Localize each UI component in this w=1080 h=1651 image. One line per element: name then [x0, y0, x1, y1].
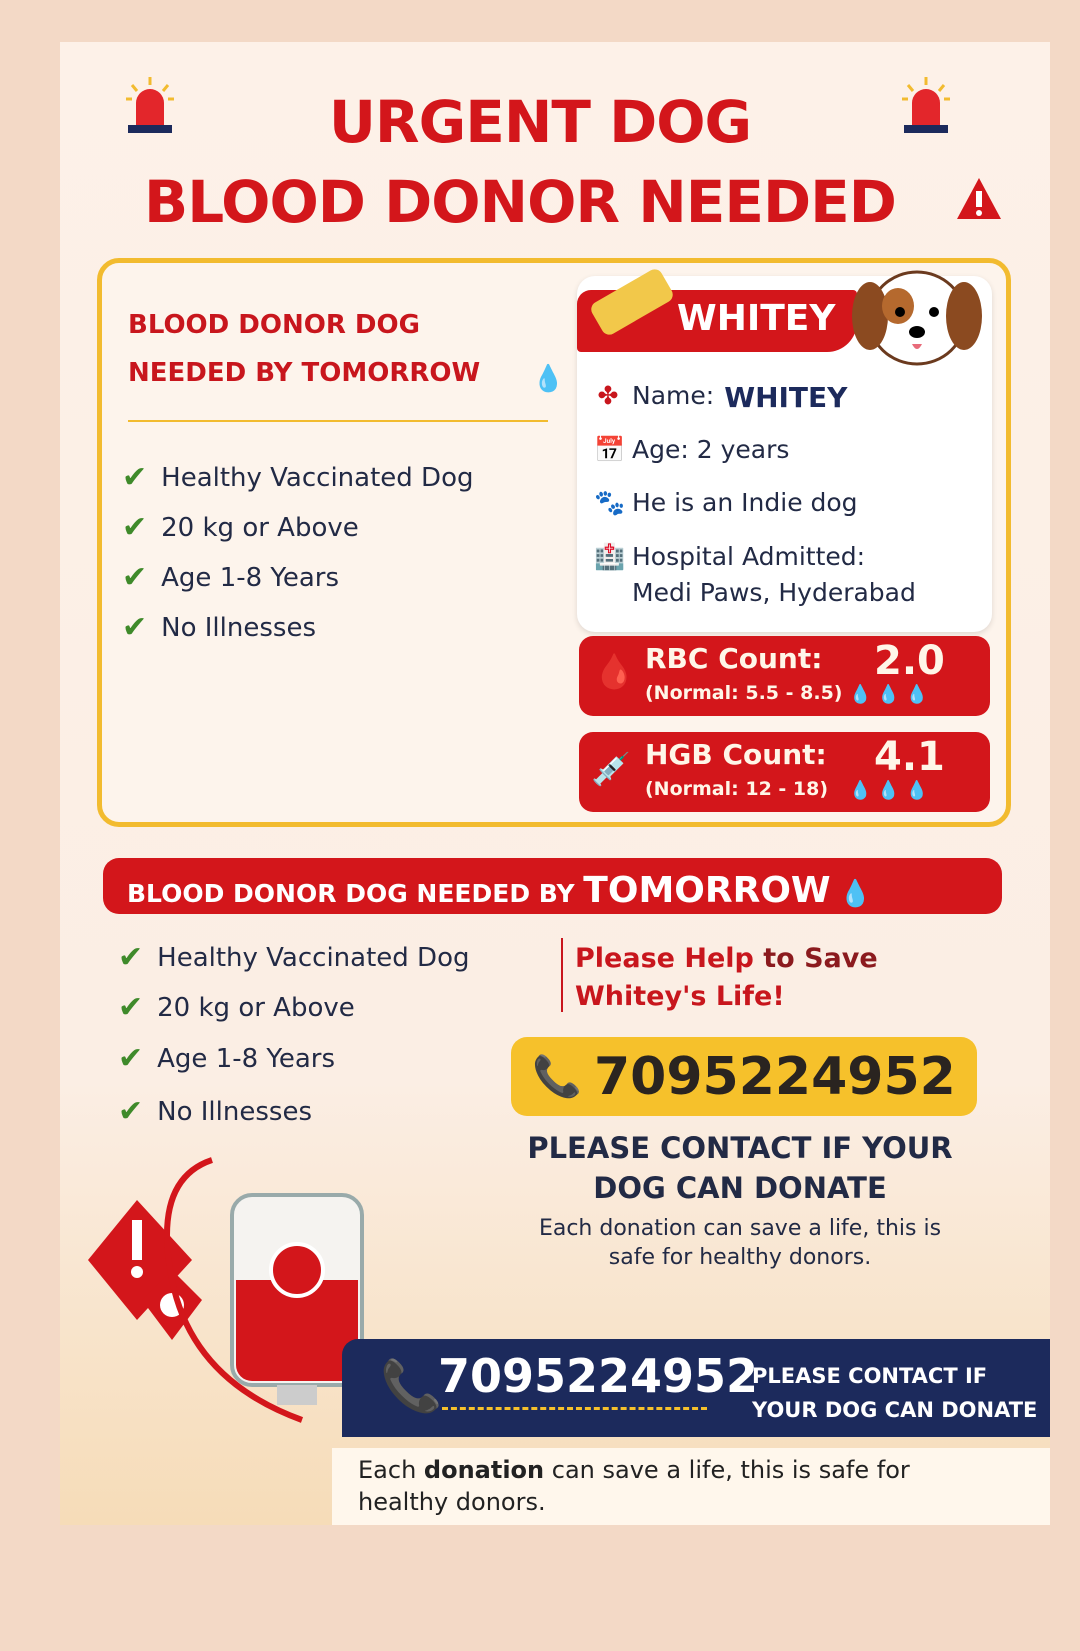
check-icon: ✔ — [122, 610, 148, 645]
blood-cell-icon: 🩸 — [593, 652, 636, 692]
title-line1: URGENT DOG — [328, 88, 752, 156]
note-text: Each — [358, 1456, 424, 1484]
requirement-text: Age 1-8 Years — [161, 562, 340, 593]
paw-print-icon: 🐾 — [594, 488, 626, 517]
rbc-label: RBC Count: — [645, 642, 823, 675]
phone-number[interactable]: 7095224952 — [593, 1046, 956, 1107]
paw-icon: ✤ — [597, 381, 619, 410]
footer-line2: YOUR DOG CAN DONATE — [752, 1398, 1038, 1422]
footer-phone-number[interactable]: 7095224952 — [438, 1349, 759, 1403]
requirement-item — [122, 510, 359, 545]
requirement-text: Healthy Vaccinated Dog — [161, 462, 474, 493]
footer-contact-bar — [342, 1339, 1050, 1437]
contact-line1: PLEASE CONTACT IF YOUR — [527, 1131, 953, 1165]
divider — [561, 938, 563, 1012]
requirement-item — [118, 1041, 335, 1076]
rbc-normal-range: (Normal: 5.5 - 8.5) — [645, 682, 843, 704]
hgb-count-box — [579, 732, 990, 812]
check-icon: ✔ — [118, 940, 144, 975]
title-line2: BLOOD DONOR NEEDED — [144, 168, 896, 236]
syringe-icon: 💉 — [591, 750, 631, 788]
help-text-line2: Whitey's Life! — [575, 981, 785, 1012]
requirement-item — [118, 940, 469, 975]
footer-contact-text — [752, 1359, 1037, 1427]
footer-note — [332, 1448, 1050, 1525]
requirement-item — [122, 560, 339, 595]
hgb-value: 4.1 — [874, 734, 945, 780]
banner-text: BLOOD DONOR DOG NEEDED BY — [127, 879, 575, 908]
hospital-row — [594, 539, 916, 611]
requirement-item — [122, 610, 316, 645]
rbc-count-box — [579, 636, 990, 716]
blood-drop-icon: 💧 — [532, 364, 565, 394]
check-icon: ✔ — [118, 1094, 144, 1129]
check-icon: ✔ — [118, 1041, 144, 1076]
dog-name-row — [594, 381, 847, 414]
footer-line1: PLEASE CONTACT IF — [752, 1364, 988, 1388]
hgb-label: HGB Count: — [645, 738, 827, 771]
check-icon: ✔ — [122, 510, 148, 545]
calendar-icon: 📅 — [594, 435, 626, 464]
blood-drop-icon: 💧 — [839, 879, 872, 909]
divider — [128, 420, 548, 422]
rbc-value: 2.0 — [874, 638, 945, 684]
dashed-underline — [442, 1407, 707, 1410]
name-label: Name: — [632, 381, 715, 410]
note-text-line2: healthy donors. — [358, 1488, 546, 1516]
warning-icon — [955, 175, 1003, 223]
check-icon: ✔ — [122, 560, 148, 595]
check-icon: ✔ — [118, 990, 144, 1025]
hospital-label: Hospital Admitted: — [632, 542, 866, 571]
note-bold: donation — [423, 1456, 545, 1484]
requirement-text: 20 kg or Above — [157, 992, 355, 1023]
drops-icon: 💧💧💧 — [849, 780, 935, 801]
left-heading-line2: NEEDED BY TOMORROW — [128, 358, 481, 388]
contact-heading — [500, 1128, 980, 1208]
help-emphasis: Please Help — [575, 943, 754, 974]
hospital-icon: 🏥 — [594, 542, 626, 571]
dog-age-row — [594, 435, 789, 465]
requirement-text: No Illnesses — [161, 612, 316, 643]
dog-age: Age: 2 years — [632, 435, 790, 464]
requirement-item — [122, 460, 473, 495]
note-text: can save a life, this is safe for — [544, 1456, 910, 1484]
hospital-name: Medi Paws, Hyderabad — [632, 578, 916, 607]
help-text: to Save — [753, 943, 878, 974]
hgb-normal-range: (Normal: 12 - 18) — [645, 778, 829, 800]
left-heading-line1: BLOOD DONOR DOG — [128, 310, 420, 340]
phone-number-pill[interactable] — [511, 1037, 977, 1116]
dog-illustration — [842, 258, 992, 378]
requirement-text: Healthy Vaccinated Dog — [157, 942, 470, 973]
banner-emphasis: TOMORROW — [583, 870, 831, 911]
requirement-text: Age 1-8 Years — [157, 1043, 336, 1074]
dog-breed: He is an Indie dog — [632, 488, 858, 517]
phone-icon: 📞 — [380, 1357, 443, 1415]
note-line1: Each donation can save a life, this is — [538, 1216, 942, 1241]
dog-breed-row — [594, 488, 858, 518]
requirement-text: 20 kg or Above — [161, 512, 359, 543]
requirement-text: No Illnesses — [157, 1096, 312, 1127]
help-message — [575, 940, 878, 1016]
requirement-item — [118, 1094, 312, 1129]
contact-line2: DOG CAN DONATE — [593, 1171, 887, 1205]
dog-name-tag: WHITEY — [577, 290, 857, 352]
contact-note — [500, 1214, 980, 1272]
check-icon: ✔ — [122, 460, 148, 495]
note-line2: safe for healthy donors. — [608, 1245, 872, 1270]
drops-icon: 💧💧💧 — [849, 684, 935, 705]
dog-name: WHITEY — [724, 381, 848, 414]
phone-icon: 📞 — [532, 1054, 582, 1100]
deadline-banner — [103, 858, 1002, 914]
requirement-item — [118, 990, 355, 1025]
